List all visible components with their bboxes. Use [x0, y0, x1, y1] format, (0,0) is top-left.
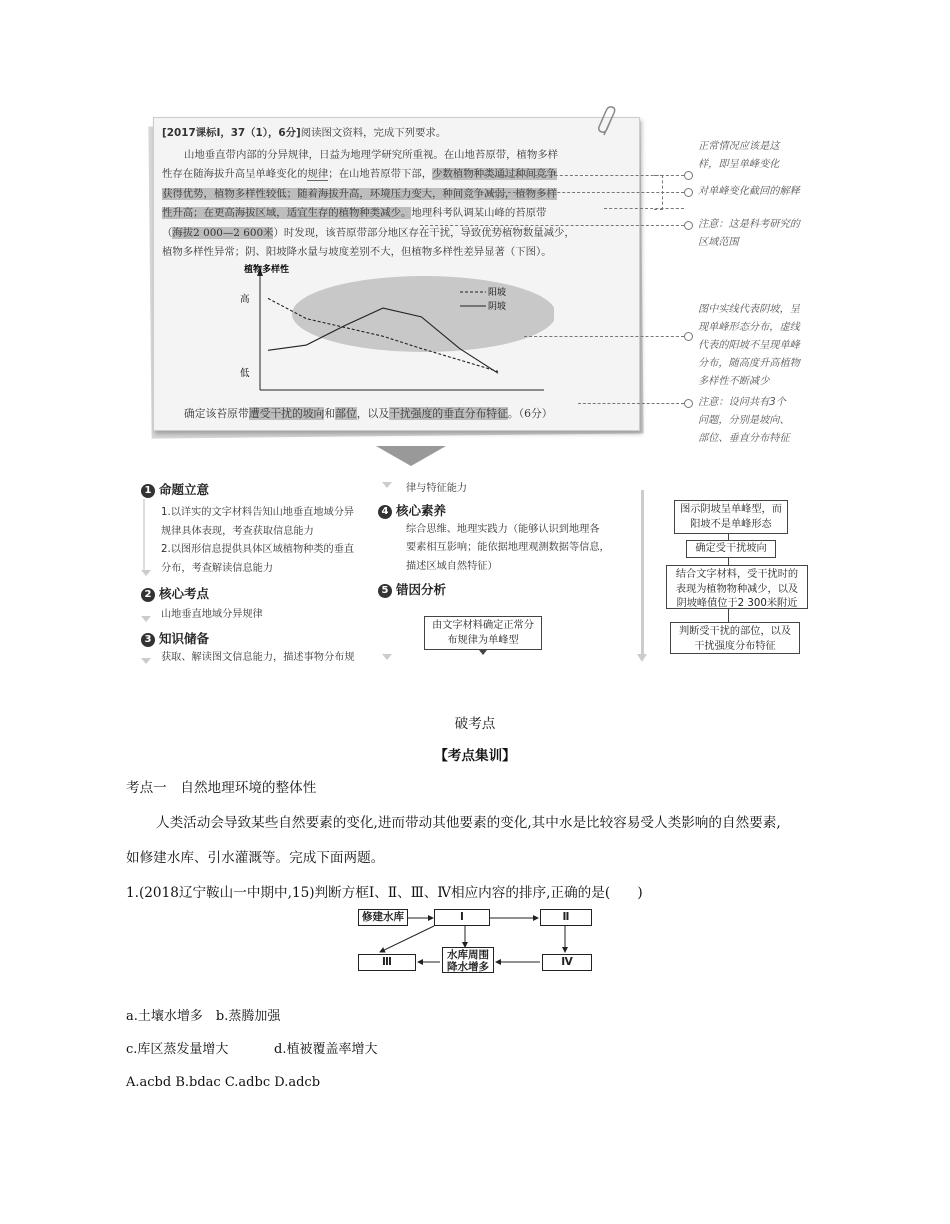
flow-box-center: 水库周围降水增多 — [442, 947, 494, 973]
section-body: 获取、解读图文信息能力，描述事物分布规 — [161, 651, 355, 663]
connector-line — [604, 208, 684, 209]
intro-text: 阅读图文资料，完成下列要求。 — [300, 127, 447, 139]
flow-box-right-2: 确定受干扰坡向 — [686, 540, 776, 558]
flow-box-start: 修建水库 — [358, 909, 408, 926]
section-title: 4 核心素养 — [378, 501, 638, 519]
section-body: 综合思维、地理实践力（能够认识到地理各 要素相互影响；能依据地理观测数据等信息， 描述区域自然特征） — [406, 523, 610, 572]
option-d: d.植被覆盖率增大 — [274, 1042, 378, 1057]
arrow-down-icon — [382, 482, 392, 488]
section-title: 2 核心考点 — [141, 584, 401, 602]
arrow-down-icon — [479, 650, 487, 655]
y-tick-high: 高 — [240, 294, 250, 305]
paragraph-line: 如修建水库、引水灌溉等。完成下面两题。 — [126, 850, 385, 866]
flow-box-4: Ⅳ — [542, 954, 592, 971]
flow-box-1: Ⅰ — [434, 909, 490, 926]
section-body: 1.以详实的文字材料告知山地垂直地域分异 规律具体表现，考查获取信息能力 2.以图形信息提供具体区域植物种类的垂直 分布，考查解读信息能力 — [161, 507, 355, 574]
card-header — [162, 124, 446, 143]
connector-dot — [684, 188, 693, 197]
flow-box-3: Ⅲ — [358, 954, 416, 971]
section-title: 1 命题立意 — [141, 480, 401, 498]
card-line: （海拔2 000—2 600米）时发现，该苔原带部分地区存在干扰，导致优势植物数量减少， — [162, 226, 575, 239]
source-label: [2017课标Ⅰ，37（1），6分] — [162, 127, 301, 139]
option-c: c.库区蒸发量增大 — [126, 1042, 229, 1057]
paragraph-line: 人类活动会导致某些自然要素的变化,进而带动其他要素的变化,其中水是比较容易受人类影响的自然要素, — [156, 815, 781, 831]
flow-box-right-1: 图示阴坡呈单峰型，而阳坡不是单峰形态 — [674, 500, 788, 534]
legend-label-sunny: 阳坡 — [488, 288, 507, 298]
flow-arrow-shaft — [143, 499, 145, 571]
y-axis-label: 植物多样性 — [244, 265, 290, 275]
section-body-continued: 律与特征能力 — [406, 483, 468, 494]
connector-dot — [684, 221, 693, 230]
arrow-down-icon — [141, 616, 151, 622]
arrow-down-icon — [141, 570, 151, 576]
material-card — [153, 117, 640, 431]
flow-diagram — [358, 907, 594, 973]
card-line: 获得优势，植物多样性较低；随着海拔升高，环境压力变大，种间竞争减弱，植物多样 — [162, 187, 557, 200]
section-body: 山地垂直地域分异规律 — [161, 609, 263, 620]
option-ab: a.土壤水增多 b.蒸腾加强 — [126, 1009, 281, 1024]
note-3: 注意：这是科考研究的 区域范围 — [698, 219, 800, 248]
note-5: 注意：设问共有3个 问题，分别是坡向、 部位、垂直分布特征 — [698, 397, 790, 444]
section-title: 3 知识储备 — [141, 629, 401, 647]
analysis-middle-column — [378, 480, 638, 598]
card-question: 确定该苔原带遭受干扰的坡向和部位，以及干扰强度的垂直分布特征。（6分） — [184, 407, 553, 420]
card-paragraph — [162, 146, 575, 262]
flow-arrow-shaft — [641, 490, 644, 656]
connector-line — [728, 609, 729, 622]
note-2: 对单峰变化截回的解释 — [698, 186, 800, 197]
flow-box-right-3: 结合文字材料，受干扰时的表现为植物物种减少，以及阴坡峰值位于2 300米附近 — [666, 565, 808, 609]
section-heading: 破考点 — [454, 716, 496, 732]
note-1: 正常情况应该是这 样，即呈单峰变化 — [698, 141, 780, 170]
connector-line — [420, 225, 684, 226]
section-title: 5 错因分析 — [378, 580, 638, 598]
card-line: 性存在随海拔升高呈单峰变化的规律；在山地苔原带下部，少数植物种类通过种间竞争 — [162, 168, 557, 181]
card-line: 山地垂直带内部的分异规律，日益为地理学研究所重视。在山地苔原带，植物多样 — [184, 149, 559, 161]
flow-box-2: Ⅱ — [540, 909, 592, 926]
arrow-down-icon — [141, 658, 151, 664]
connector-line — [524, 336, 684, 337]
question-1: 1.(2018辽宁鞍山一中期中,15)判断方框Ⅰ、Ⅱ、Ⅲ、Ⅳ相应内容的排序,正确的是( ) — [126, 885, 643, 901]
card-line: 性升高；在更高海拔区域，适宜生存的植物种类减少。地理科考队调某山峰的苔原带 — [162, 207, 547, 220]
flow-box-middle: 由文字材料确定正常分布规律为单峰型 — [424, 616, 542, 650]
y-tick-low: 低 — [240, 368, 250, 379]
diversity-chart — [224, 264, 554, 394]
connector-dot — [684, 171, 693, 180]
topic-title: 考点一 自然地理环境的整体性 — [126, 780, 317, 796]
connector-line — [578, 403, 684, 404]
legend-label-shady: 阴坡 — [488, 302, 507, 312]
connector-bracket — [654, 175, 663, 210]
paperclip-icon — [598, 105, 620, 139]
card-line: 植物多样性异常；阴、阳坡降水量与坡度差别不大，但植物多样性差异显著（下图）。 — [162, 246, 552, 259]
section-subheading: 【考点集训】 — [434, 748, 516, 764]
connector-dot — [684, 332, 693, 341]
connector-dot — [684, 399, 693, 408]
analysis-left-column — [141, 480, 401, 667]
down-triangle-icon — [376, 446, 446, 468]
note-4: 图中实线代表阴坡，呈 现单峰形态分布，虚线 代表的阳坡不呈现单峰 分布，随高度升高植物 多样性不断减少 — [698, 304, 800, 387]
arrow-down-icon — [637, 654, 647, 662]
connector-line — [728, 558, 729, 565]
answer-choices: A.acbd B.bdac C.adbc D.adcb — [126, 1075, 321, 1090]
chart-highlight-ellipse — [292, 276, 554, 352]
flow-box-right-4: 判断受干扰的部位，以及干扰强度分布特征 — [670, 622, 800, 654]
arrow-down-icon — [382, 654, 392, 660]
